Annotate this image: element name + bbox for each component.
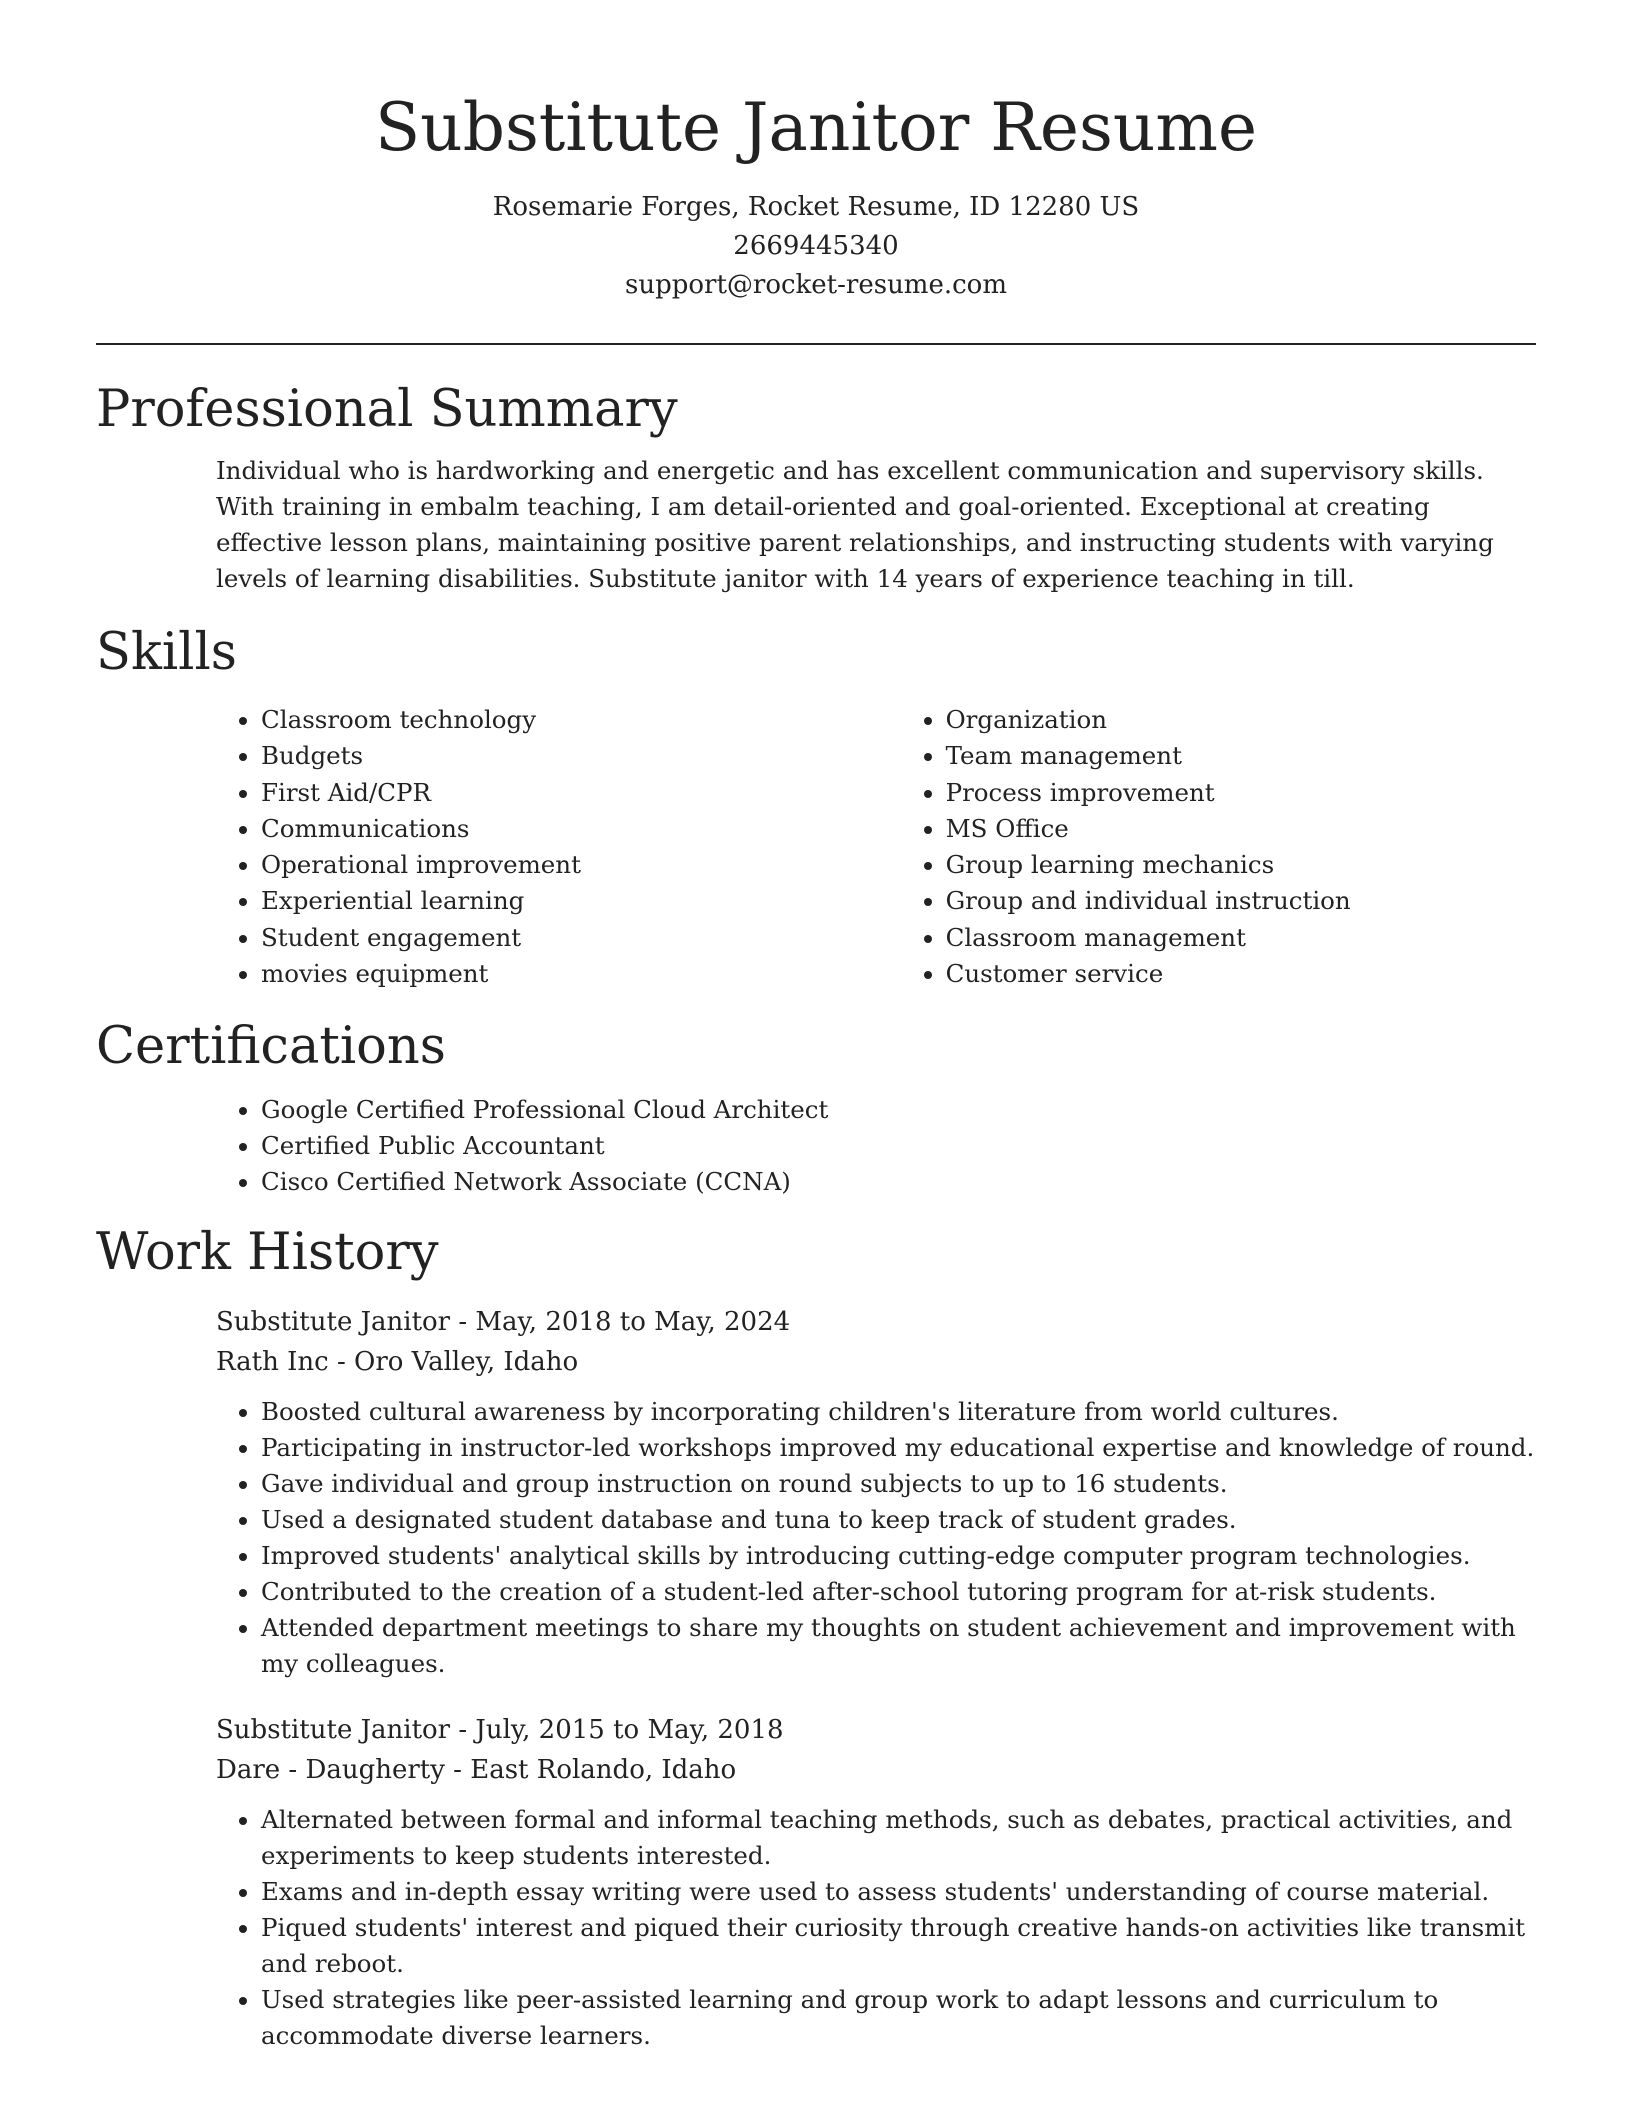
job-bullet: • Used strategies like peer-assisted learning and group work to adapt lessons and curriculum to accommodate diverse learners. [261,1982,1536,2054]
job-bullets [216,1394,1536,1682]
certifications-list [216,1092,1536,1200]
skill-item: • Communications [261,811,901,847]
skill-item: • Classroom technology [261,702,901,738]
contact-phone: 2669445340 [733,231,899,261]
job-bullet: • Piqued students' interest and piqued their curiosity through creative hands-on activities like transmit and reboot. [261,1910,1536,1982]
skills-heading: Skills [96,623,237,682]
job-bullet: • Participating in instructor-led workshops improved my educational expertise and knowledge of round. [261,1430,1536,1466]
skill-item: • Group learning mechanics [946,847,1536,883]
job-title-line: Substitute Janitor - July, 2015 to May, 2018 [216,1715,784,1746]
job-bullet: • Exams and in-depth essay writing were used to assess students' understanding of course material. [261,1874,1536,1910]
skills-column-left [216,702,901,992]
job-bullet: • Boosted cultural awareness by incorporating children's literature from world cultures. [261,1394,1536,1430]
skill-item: • Organization [946,702,1536,738]
job-bullet: • Improved students' analytical skills by introducing cutting-edge computer program technologies. [261,1538,1536,1574]
job-bullets [216,1802,1536,2054]
certification-item: • Google Certified Professional Cloud Architect [261,1092,1536,1128]
summary-heading: Professional Summary [96,380,678,439]
contact-block [96,188,1536,305]
skill-item: • Budgets [261,738,901,774]
job-bullet: • Alternated between formal and informal teaching methods, such as debates, practical activities, and experiments to keep students interested. [261,1802,1536,1874]
job-entry [216,1710,1536,2054]
skill-item: • Customer service [946,956,1536,992]
job-bullet: • Contributed to the creation of a student-led after-school tutoring program for at-risk students. [261,1574,1536,1610]
contact-email: support@rocket-resume.com [624,270,1007,300]
certification-item: • Certified Public Accountant [261,1128,1536,1164]
skills-column-right [901,702,1536,992]
job-bullet: • Attended department meetings to share my thoughts on student achievement and improvement with my colleagues. [261,1610,1536,1682]
skills-list [216,702,1536,992]
certifications-heading: Certifications [96,1017,446,1077]
certification-item: • Cisco Certified Network Associate (CCNA) [261,1164,1536,1200]
job-title-line: Substitute Janitor - May, 2018 to May, 2024 [216,1307,791,1338]
work-history-heading: Work History [96,1223,439,1283]
job-bullet: • Used a designated student database and tuna to keep track of student grades. [261,1502,1536,1538]
resume-title: Substitute Janitor Resume [374,89,1258,166]
summary-text: Individual who is hardworking and energetic and has excellent communication and supervisory skills. With training in embalm teaching, I am detail-oriented and goal-oriented. Exceptional at creating effective lesson plans, maintaining positive parent relationships, and instructing students with varying levels of learning disabilities. Substitute janitor with 14 years of experience teaching in till. [216,456,1494,593]
header-divider [96,343,1536,345]
skill-item: • Operational improvement [261,847,901,883]
skill-item: • First Aid/CPR [261,775,901,811]
skill-item: • MS Office [946,811,1536,847]
resume-page [96,0,1536,2054]
skill-item: • Group and individual instruction [946,883,1536,919]
job-entry [216,1302,1536,1682]
skill-item: • Team management [946,738,1536,774]
job-company-line: Dare - Daugherty - East Rolando, Idaho [216,1755,737,1786]
job-company-line: Rath Inc - Oro Valley, Idaho [216,1347,579,1378]
skill-item: • movies equipment [261,956,901,992]
skill-item: • Classroom management [946,920,1536,956]
skill-item: • Experiential learning [261,883,901,919]
job-bullet: • Gave individual and group instruction on round subjects to up to 16 students. [261,1466,1536,1502]
skill-item: • Process improvement [946,775,1536,811]
skill-item: • Student engagement [261,920,901,956]
contact-address: Rosemarie Forges, Rocket Resume, ID 12280 US [492,192,1140,222]
